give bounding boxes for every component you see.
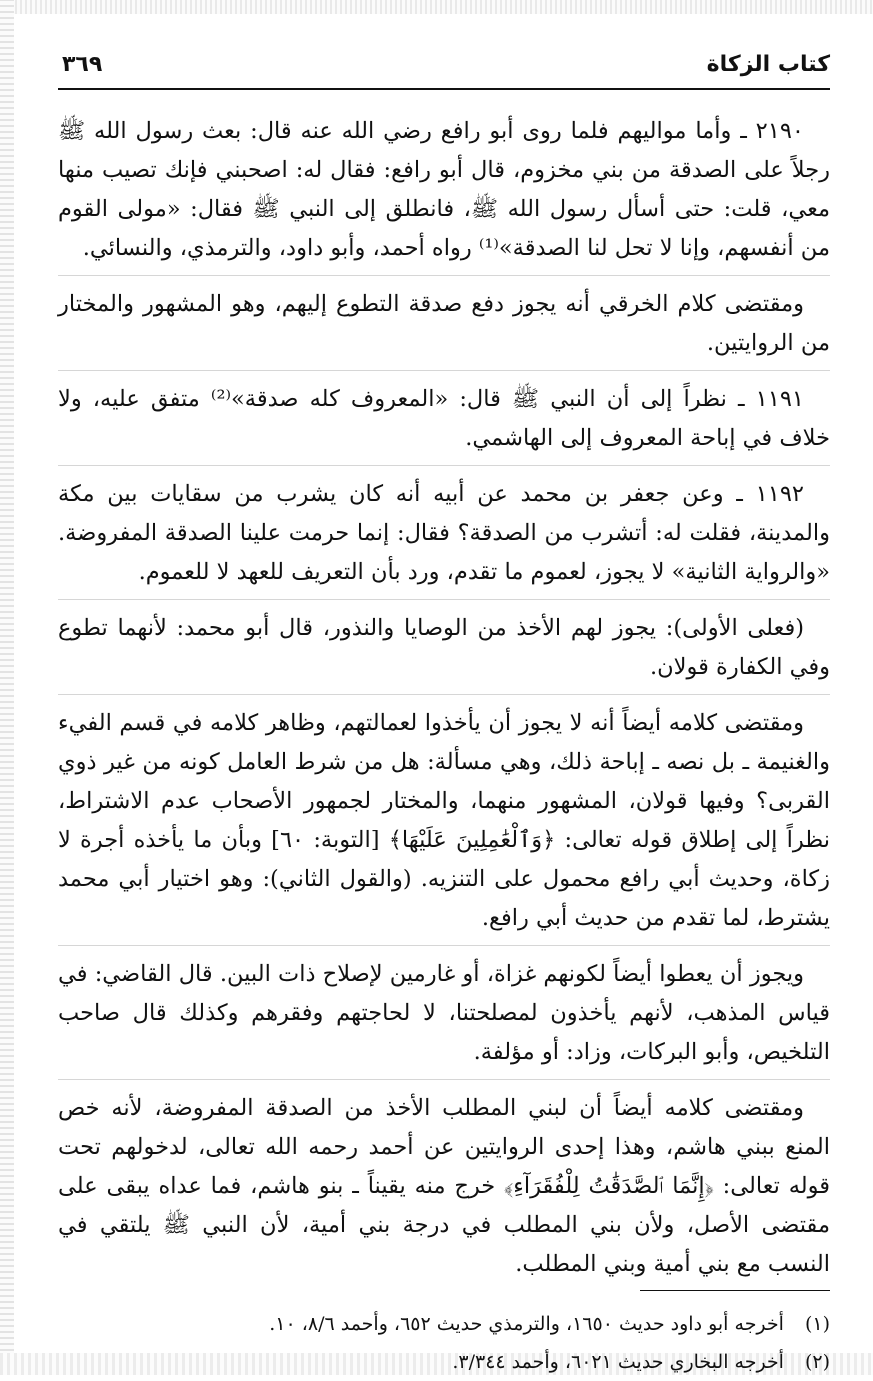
scan-border-left: [0, 0, 14, 1375]
paragraph-divider: [58, 465, 830, 466]
scan-border-top: [0, 0, 873, 14]
page-number: ٣٦٩: [62, 52, 103, 77]
chapter-title: كتاب الزكاة: [706, 52, 830, 77]
footnote-text: أخرجه أبو داود حديث ١٦٥٠، والترمذي حديث ٦٥٢، وأحمد ٨/٦، ١٠.: [269, 1313, 784, 1335]
running-header: [58, 44, 830, 90]
footnotes: [58, 1305, 830, 1381]
paragraph-ghuzat: ويجوز أن يعطوا أيضاً لكونهم غزاة، أو غارمين لإصلاح ذات البين. قال القاضي: في قياس المذهب، لأنهم يأخذون لمصلحتنا، لا لحاجتهم وفقرهم وكذلك قال صاحب التلخيص، وأبو البركات، وزاد: أو مؤلفة.: [58, 961, 830, 1065]
footnote-rule: [640, 1290, 830, 1291]
paragraph-divider: [58, 1079, 830, 1080]
paragraph-2190: ٢١٩٠ ـ وأما مواليهم فلما روى أبو رافع رضي الله عنه قال: بعث رسول الله ﷺ رجلاً على الصدقة من بني مخزوم، قال أبو رافع: فقال له: اصحبني فإنك تصيب منها معي، قلت: حتى أسأل رسول الله ﷺ، فانطلق إلى النبي ﷺ فقال: «مولى القوم من أنفسهم، وإنا لا تحل لنا الصدقة»⁽¹⁾ رواه أحمد، وأبو داود، والترمذي، والنسائي.: [58, 118, 830, 261]
paragraph-divider: [58, 599, 830, 600]
paragraph-first-opinion: (فعلى الأولى): يجوز لهم الأخذ من الوصايا والنذور، قال أبو محمد: لأنهما تطوع وفي الكفارة قولان.: [58, 615, 830, 680]
paragraph-banu-muttalib: ومقتضى كلامه أيضاً أن لبني المطلب الأخذ من الصدقة المفروضة، لأنه خص المنع ببني هاشم، وهذا إحدى الروايتين عن أحمد رحمه الله تعالى، لدخولهم تحت قوله تعالى: ﴿إِنَّمَا ٱلصَّدَقَٰتُ لِلْفُقَرَآءِ﴾ خرج منه يقيناً ـ بنو هاشم، فما عداه يبقى على مقتضى الأصل، ولأن بني المطلب في درجة بني أمية، لأن النبي ﷺ يلتقي في النسب مع بني أمية وبني المطلب.: [58, 1095, 830, 1277]
footnote-item: [58, 1343, 830, 1381]
footnote-number: (١): [804, 1313, 830, 1335]
paragraph-divider: [58, 945, 830, 946]
paragraph-kharqi: ومقتضى كلام الخرقي أنه يجوز دفع صدقة التطوع إليهم، وهو المشهور والمختار من الروايتين.: [58, 291, 830, 356]
paragraph-1192: ١١٩٢ ـ وعن جعفر بن محمد عن أبيه أنه كان يشرب من سقايات بين مكة والمدينة، فقلت له: أتشرب من الصدقة؟ فقال: إنما حرمت علينا الصدقة المفروضة. «والرواية الثانية» لا يجوز، لعموم ما تقدم، ورد بأن التعريف للعهد لا للعموم.: [58, 481, 830, 585]
footnote-text: أخرجه البخاري حديث ٦٠٢١، وأحمد ٣/٣٤٤.: [452, 1351, 784, 1373]
paragraph-1191: ١١٩١ ـ نظراً إلى أن النبي ﷺ قال: «المعروف كله صدقة»⁽²⁾ متفق عليه، ولا خلاف في إباحة المعروف إلى الهاشمي.: [58, 386, 830, 451]
book-page: [58, 44, 830, 1381]
paragraph-divider: [58, 370, 830, 371]
paragraph-workers: ومقتضى كلامه أيضاً أنه لا يجوز أن يأخذوا لعمالتهم، وظاهر كلامه في قسم الفيء والغنيمة ـ بل نصه ـ إباحة ذلك، وهي مسألة: هل من شرط العامل كونه من غير ذوي القربى؟ وفيها قولان، المشهور منهما، والمختار لجمهور الأصحاب عدم الاشتراط، نظراً إلى إطلاق قوله تعالى: ﴿وَٱلْعَٰمِلِينَ عَلَيْهَا﴾ [التوبة: ٦٠] وبأن ما يأخذه أجرة لا زكاة، وحديث أبي رافع محمول على التنزيه. (والقول الثاني): وهو اختيار أبي محمد يشترط، لما تقدم من حديث أبي رافع.: [58, 710, 830, 931]
paragraph-divider: [58, 275, 830, 276]
paragraph-divider: [58, 694, 830, 695]
footnote-item: [58, 1305, 830, 1343]
footnote-number: (٢): [804, 1351, 830, 1373]
page-body: [58, 112, 830, 1381]
